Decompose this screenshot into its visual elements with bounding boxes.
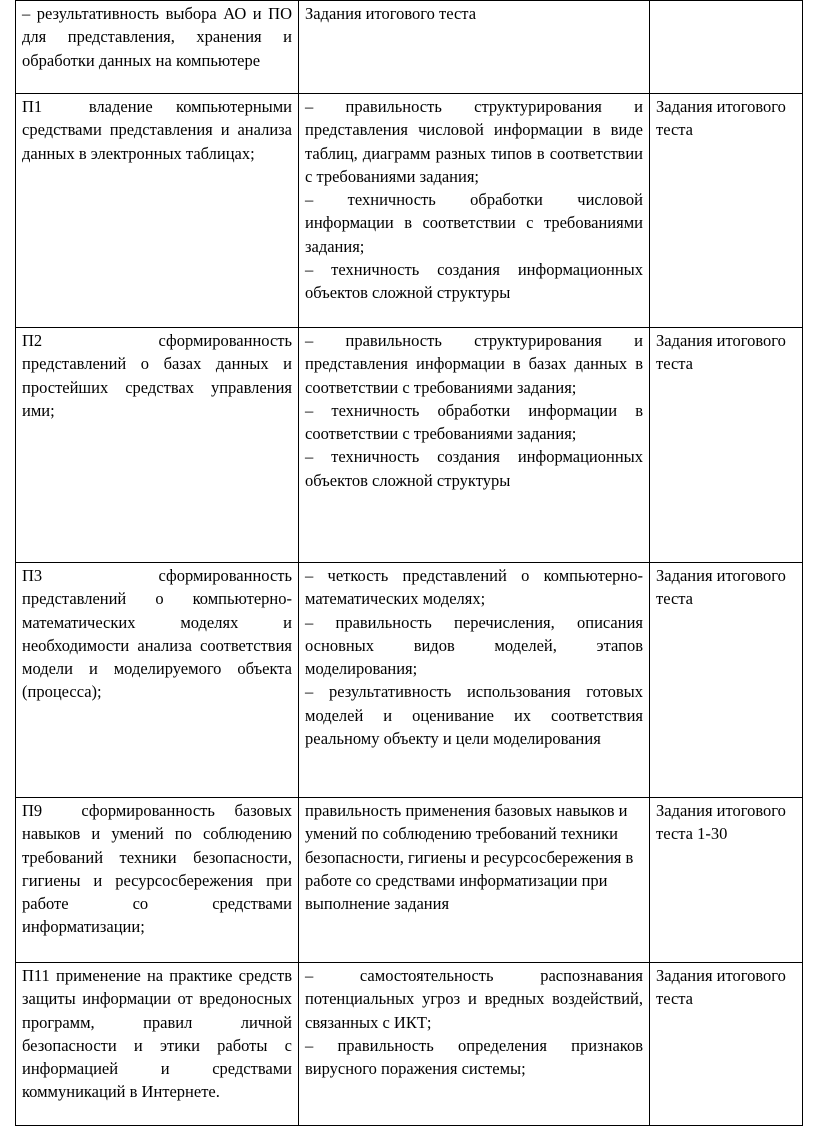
- assessment-text: Задания итогового теста: [656, 97, 786, 140]
- indicator-text: – техничность обработки информации в соответствии с требованиями задания;: [305, 400, 643, 444]
- indicator-text: – самостоятельность распознавания потенциальных угроз и вредных воздействий, связанных с ИКТ;: [305, 966, 643, 1032]
- criterion-cell: [16, 94, 299, 328]
- assessment-text: Задания итогового теста: [656, 331, 786, 374]
- assessment-cell: [650, 798, 803, 963]
- indicator-cell: [299, 328, 650, 563]
- assessment-cell: [650, 328, 803, 563]
- criterion-cell: [16, 963, 299, 1126]
- criterion-code: П9: [22, 801, 43, 820]
- criterion-description: владение компьютерными средствами представления и анализа данных в электронных таблицах;: [22, 97, 293, 163]
- table-row: [16, 963, 803, 1126]
- criterion-text: [22, 564, 292, 704]
- indicator-text: – результативность использования готовых моделей и оценивание их соответствия реальному объекту и цели моделирования: [305, 682, 643, 749]
- criterion-text: [22, 964, 292, 1104]
- indicator-text: – четкость представлений о компьютерно-математических моделях;: [305, 566, 643, 609]
- indicator-cell: [299, 1, 650, 94]
- criterion-text: – результативность выбора АО и ПО для представления, хранения и обработки данных на компьютере: [22, 4, 292, 70]
- criterion-cell: [16, 563, 299, 798]
- criterion-text: [22, 95, 292, 165]
- criterion-code: П3: [22, 566, 43, 585]
- criterion-cell: [16, 328, 299, 563]
- assessment-cell: [650, 1, 803, 94]
- indicator-text: – правильность определения признаков вирусного поражения системы;: [305, 1035, 643, 1079]
- indicator-text: – правильность структурирования и представления числовой информации в виде таблиц, диаграмм разных типов в соответствии с требованиями задания;: [305, 97, 643, 186]
- assessment-text: Задания итогового теста: [656, 966, 786, 1009]
- table-row: [16, 563, 803, 798]
- indicator-text: – техничность создания информационных объектов сложной структуры: [305, 260, 643, 303]
- table-row: [16, 798, 803, 963]
- indicator-text: – техничность обработки числовой информации в соответствии с требованиями задания;: [305, 190, 643, 256]
- criterion-description: сформированность представлений о компьютерно-математических моделях и необходимости анализа соответствия модели и моделируемого объекта (процесса);: [22, 566, 292, 702]
- table-row: [16, 1, 803, 94]
- criterion-code: П11: [22, 966, 50, 985]
- assessment-cell: [650, 94, 803, 328]
- indicator-text: – техничность создания информационных объектов сложной структуры: [305, 447, 643, 490]
- criterion-text: [22, 329, 292, 422]
- criterion-cell: [16, 1, 299, 94]
- assessment-text: Задания итогового теста 1-30: [656, 801, 786, 844]
- assessment-text: Задания итогового теста: [656, 566, 786, 609]
- assessment-cell: [650, 963, 803, 1126]
- criterion-description: сформированность базовых навыков и умений по соблюдению требований техники безопасности, гигиены и ресурсосбережения при работе со средствами информатизации;: [22, 801, 293, 937]
- table-row: [16, 94, 803, 328]
- assessment-criteria-table: [15, 0, 803, 1126]
- criterion-cell: [16, 798, 299, 963]
- criterion-code: П2: [22, 331, 43, 350]
- criterion-code: П1: [22, 97, 43, 116]
- indicator-text: правильность применения базовых навыков и умений по соблюдению требований техники безопасности, гигиены и ресурсосбережения в работе со средствами информатизации при выполнение задания: [305, 801, 634, 914]
- criterion-description: сформированность представлений о базах данных и простейших средствах управления ими;: [22, 331, 292, 420]
- indicator-text: – правильность перечисления, описания основных видов моделей, этапов моделирования;: [305, 612, 643, 679]
- indicator-cell: [299, 963, 650, 1126]
- indicator-text: – правильность структурирования и представления информации в базах данных в соответствии с требованиями задания;: [305, 331, 643, 397]
- criterion-text: [22, 799, 292, 939]
- indicator-cell: [299, 94, 650, 328]
- indicator-cell: [299, 798, 650, 963]
- criterion-description: применение на практике средств защиты информации от вредоносных программ, правил личной безопасности и этики работы с информацией и средствами коммуникаций в Интернете.: [22, 966, 293, 1102]
- assessment-cell: [650, 563, 803, 798]
- indicator-cell: [299, 563, 650, 798]
- indicator-text: Задания итогового теста: [305, 4, 477, 23]
- table-row: [16, 328, 803, 563]
